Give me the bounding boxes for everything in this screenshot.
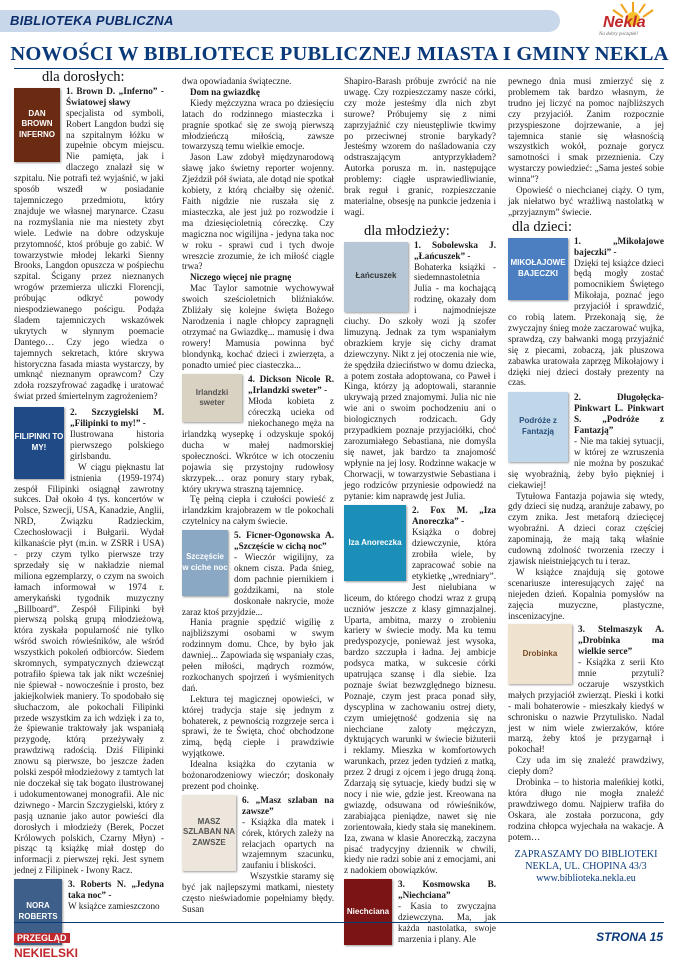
- section-heading-adults: dla dorosłych:: [42, 69, 125, 85]
- column-adults: [14, 70, 164, 948]
- book-description: specjalista od symboli, Robert Langdon budzi się na szpitalnym łóżku w zupełnie obcym miejscu. Nie pamięta, jak i dlaczego znalazł się w szpitalu. Nie potrafi też wyjaśnić, w jaki sposób wszedł w posiadanie tajemniczego przedmiotu, który znajduje we własnej marynarce. Czasu na rozmyślania nie ma niestety zbyt wiele. Ledwie na dobre odzyskuje przytomność, ktoś próbuje go zabić. W towarzystwie młodej lekarki Sienny Brooks, Langdon opuszcza w pośpiechu szpital. Ścigany przez nieznanych wrogów przemierza uliczki Florencji, próbując odkryć powody niespodziewanego pościgu. Podąża śladem tajemniczych wskazówek ukrytych w słynnym poemacie Dantego… Czy jego wiedza o tajemnych sekretach, które skrywa historyczna fasada miasta wystarczy, by umknąć nieznanym oprawcom? Czy zdoła rozszyfrować zagadkę i uratować świat przed śmiertelnym zagrożeniem?: [14, 107, 164, 402]
- invite-line: NEKLA, UL. CHOPINA 43/3: [525, 860, 647, 872]
- book-title: 6. „Masz szlaban na zawsze”: [242, 794, 334, 816]
- page-title: NOWOŚCI W BIBLIOTECE PUBLICZNEJ MIASTA I GMINY NEKLA: [10, 43, 669, 65]
- book-description: pewnego dnia musi zmierzyć się z problemem tak bardzo własnym, że trudno jej liczyć na pomoc najbliższych czy przyjaciół. Zanim rozpocznie przyspieszone dojrzewanie, a jej tajemnica stanie się własnością wszystkich wokół, poznaje gorycz samotności i smak przeznienia. Czy wystarczy powiedzieć: „Sama jesteś sobie winna”?: [508, 76, 664, 185]
- book-description: - Książka z serii Kto mnie przytuli? oczaruje wszystkich małych przyjaciół zwierząt. Pieski i kotki - mali bohaterowie - mieszkały kiedyś w schronisku o nazwie Przytulisko. Nadal jest w nim wiele zwierzaków, które marzą, żeby ktoś je przygarnął i pokochał!: [508, 657, 664, 755]
- book-title: 1. Brown D. „Inferno” - Światowej sławy: [66, 85, 164, 107]
- logo-name: Nekla: [603, 14, 646, 31]
- logo-tagline: Na dobry początek!: [599, 32, 639, 37]
- page-number: STRONA 15: [596, 930, 663, 944]
- book-description: Wszystkie staramy się być jak najlepszymi matkami, niestety często nieświadomie popełniamy błędy. Susan: [182, 871, 334, 914]
- book-cover-lancuszek: Łańcuszek: [344, 242, 408, 312]
- book-description: Idealna książka do czytania w bożonarodzeniowy wieczór; doskonały prezent pod choinkę.: [182, 759, 334, 791]
- book-description: W książce zamieszczono: [68, 900, 160, 911]
- book-cover-szlaban: MASZ SZLABAN NA ZAWSZE: [182, 795, 236, 871]
- book-description: - Wieczór wigilijny, za oknem cisza. Pada śnieg, dom pachnie piernikiem i goździkami, na stole doskonałe nakrycie, może zaraz ktoś przyjdzie...: [182, 551, 334, 617]
- page-header: [0, 0, 679, 40]
- book-title: 1. Sobolewska J. „Łańcuszek” -: [414, 239, 496, 261]
- nekla-logo: [593, 2, 663, 40]
- book-description: Książka o dobrej dziewczynie, która zrobiła wiele, by zapracować sobie na etykietkę „wredniary”. Jest nielubiana w liceum, do którego chodzi wraz z grupą uczniów jeszcze z klasy gimnazjalnej. Uparta, ambitna, marzy o zrobieniu kariery w świecie mody. Ma ku temu predyspozycje, ponieważ jest wysoka, bardzo szczupła i ładna. Jej ambicje podsyca matka, w sukcesie córki upatrująca szansę i dla siebie. Iza poznaje świat bezwzględnego biznesu. Poznaje, czym jest praca ponad siły, dyscyplina w zachowaniu ostrej diety, czym umiejętność godzenia się na niechciane zaloty mężczyzn, dyktujących warunki w świecie biżuterii i reklamy. Mieszka w komfortowych warunkach, przez jeden tydzień z matką, przez 2 drugi z ojcem i jego drugą żoną. Zdarzają się sytuacje, kiedy budzi się w nocy i nie wie, gdzie jest. Kreowana na gwiazdę, odsuwana od rówieśników, zarabiająca pieniądze, nawet się nie zorientowała, kiedy stała się manekinem. Iza, zwana w klasie Anoreczką, zaczyna pisać tradycyjny dziennik w chwili, kiedy nie radzi sobie ani z emocjami, ani z nadokiem obowiązków.: [344, 527, 496, 876]
- book-cover-szczescie: Szczęście w ciche noc: [182, 530, 228, 596]
- book-description: Młoda kobieta z córeczką ucieka od niekochanego męża na irlandzką wysepkę i odzyskuje spokój ducha w małej nadmorskiej społeczności. Wkrótce w ich otoczeniu pojawia się przystojny rudowłosy skrzypek… oraz ponury stary rybak, który ukrywa straszną tajemnicę.: [182, 396, 334, 494]
- logo-line-2: NEKIELSKI: [14, 946, 79, 960]
- book-cover-filipinki: FILIPINKI TO MY!: [14, 407, 64, 479]
- book-description: W ciągu pięknastu lat istnienia (1959-1974) zespół Filipinki osiągnął zawrotny sukces. Dał około 4 tys. koncertów w Polsce, Szwecji, USA, Kanadzie, Anglii, NRD, Związku Radzieckim, Czechosłowacji i Bułgarii. Wydał kilkanaście płyt (m.in. w ZSRR i USA) - przy czym tylko pierwsze trzy sprzedały się w nakładzie niemal miliona egzemplarzy, o czym na swoich łamach informował w 1974 r. amerykański tygodnik muzyczny „Billboard”. Zespół Filipinki był pierwszą polską grupą młodzieżową, która zyskała popularność nie tylko wśród swoich rówieśników, ale wśród wszystkich pokoleń odbiorców. Siedem skromnych, sympatycznych dziewcząt potrafiło śpiewa tak jak nikt wcześniej nie śpiewał - nowocześnie i prosto, bez jakiejkolwiek maniery. To spodobało się słuchaczom, ale pokochali Filipinki przede wszystkim za ich wdzięk i za to, że śpiewanie traktowały jak wspaniałą przygodę, którą przeżywały z prawdziwą radością. Dziś Filipinki znowu są pierwsze, bo jeszcze żaden polski zespół młodzieżowy z tamtych lat nie doczekał się tak bogato ilustrowanej i udokumentowanej monografii. Ale nic dziwnego - Marcin Szczygielski, który z pasją uznanie jako autor powieści dla dorosłych i młodzieży (Berek, Poczet Królowych polskich, Czarny Młyn) - pisząc tą książkę miał dostęp do informacji z pierwszej ręki. Jest synem jednej z Filipinek - Iwony Racz.: [14, 461, 164, 876]
- book-description: Hania pragnie spędzić wigilię z najbliższymi osobami w swym rodzinnym domu. Chce, by było jak dawniej... Zapowiada się wspaniały czas, pełen miłości, mądrych rozmów, rozkochanych spojrzeń i wyśmienitych dań.: [182, 617, 334, 693]
- book-description: Drobinka – to historia maleńkiej kotki, która długo nie mogła znaleźć prawdziwego domu. Najpierw trafiła do Oskara, ale została porzucona, gdy rodzina chłopca wyjechała na wakacje. A potem…: [508, 777, 664, 842]
- library-invitation: [508, 849, 664, 885]
- section-title: BIBLIOTEKA PUBLICZNA: [10, 13, 174, 28]
- book-description: Lektura tej magicznej opowieści, w której tradycja staje się jednym z bohaterek, z pewnością rozgrzeje serca i sprawi, że te Święta, choć obchodzone zimą, będą ciepłe i prawdziwie wyjątkowe.: [182, 693, 334, 759]
- column-adults-2: [182, 76, 334, 915]
- book-cover-niechciana: Niechciana: [344, 879, 392, 945]
- book-title: 2. Szczygielski M. „Filipinki to my!” -: [70, 407, 164, 429]
- book-description: Tytułowa Fantazja pojawia się wtedy, gdy dzieci się nudzą, aranżuje zabawy, po czym znika. Jest metaforą dziecięcej wyobraźni. A dzieci coraz częściej zapominają, że mają taką właśnie cudowną zdolność tworzenia rzeczy i zjawisk nieistniejących tu i teraz.: [508, 490, 664, 566]
- book-title: 3. Stelmaszyk A. „Drobinka ma wielkie serce”: [578, 624, 664, 657]
- section-heading-youth: dla młodzieży:: [364, 222, 450, 239]
- book-description: Bohaterka książki - siedemnastoletnia Julia - ma kochającą rodzinę, okazały dom i najmodniejsze ciuchy. Do szkoły wozi ją szofer limuzyną. Jednak za tym wspaniałym obrazkiem kryje się cichy dramat dziewczyny. Nikt z jej otoczenia nie wie, że spędziła dzieciństwo w domu dziecka, a potem została adoptowana, co Paweł i Kinga, którzy ją adoptowali, starannie ukrywają przed znajomymi. Julia nic nie wie ani o swoim pochodzeniu ani o biologicznych rodzicach. Gdy przypadkiem poznaje przyjaciółki, choć zarozumiałego Sebastiana, nie domyśla się nawet, jak bardzo ta znajomość wpłynie na jej losy. Rodzinne wakacje w Chorwacji, w towarzystwie Sebastiana i jego rodziców przyniesie odpowiedź na pytanie: kim naprawdę jest Julia.: [344, 261, 496, 501]
- story-text: Jason Law zdobył międzynarodową sławę jako świetny reporter wojenny. Zjeździł pół świata, ale dotąd nie spotkał kobiety, z którą chciałby się ożenić. Faith nigdzie nie ruszała się z miasteczka, ale jest już po rozwodzie i ma dziesięcioletnią córeczkę. Czy magiczna noc wigilijna - jedyna taka noc w roku - sprawi cud i tych dwoje wreszcie zrozumie, że ich miłość ciągle trwa?: [182, 152, 334, 272]
- book-description: Dzięki tej książce dzieci będą mogły zostać pomocnikiem Świętego Mikołaja, poznać jego przyjaciół i sprawdzić, co robią latem. Przekonają się, że zwyczajny śnieg może zaczarować wujka, sprawdzą, czy bałwanki mogą przyjaźnić się z piecami, zobaczą, jak pluszowa zabawka uratowała zaprzęg Mikołajowy i dzięki niej dzieci dostały prezenty na czas.: [508, 257, 664, 388]
- book-cover-anoreczka: Iza Anoreczka: [344, 505, 406, 581]
- book-cover-mikolajowe: MIKOŁAJOWE BAJECZKI: [508, 238, 568, 300]
- book-description: - Kasia to zwyczajna dziewczyna. Ma, jak każda nastolatka, swoje marzenia i plany. Ale: [398, 901, 496, 944]
- book-description: - Nie ma takiej sytuacji, w której ze wzruszenia nie można by poszukać się wyobraźnią, żeby było piękniej i ciekawiej!: [508, 436, 664, 490]
- library-website-link[interactable]: www.biblioteka.nekla.eu: [536, 872, 636, 884]
- section-heading-kids: dla dzieci:: [512, 218, 572, 235]
- book-title: 2. Fox M. „Iza Anoreczka” -: [412, 505, 496, 527]
- book-title: 3. Roberts N. „Jedyna taka noc” -: [68, 879, 164, 901]
- book-description: Ilustrowana historia pierwszego polskiego girlsbandu.: [70, 429, 164, 461]
- book-title: 1. „Mikołajowe bajeczki” -: [574, 235, 664, 257]
- story-text: Kiedy mężczyzna wraca po dziesięciu latach do rodzinnego miasteczka i pragnie spotkać się ze swoją pierwszą młodzieńczą miłością, zawsze towarzyszą temu wielkie emocje.: [182, 97, 334, 152]
- column-youth: [344, 76, 496, 948]
- column-kids: [508, 76, 664, 885]
- book-description: W książce znajdują się gotowe scenariusze interesujących zajęć na niejeden dzień. Kopalnia pomysłów na zajęcia muzyczne, plastyczne, inscenizacyjne.: [508, 566, 664, 621]
- book-title: 4. Dickson Nicole R. „Irlandzki sweter” -: [248, 374, 334, 396]
- book-description: Czy uda im się znaleźć prawdziwy, ciepły dom?: [508, 755, 664, 777]
- book-cover-sweter: Irlandzki sweter: [182, 374, 242, 422]
- book-title: 3. Kosmowska B. „Niechciana”: [398, 879, 496, 901]
- book-description: - Książka dla matek i córek, których zależy na relacjach opartych na wzajemnym szacunku, zaufaniu i bliskości.: [242, 816, 334, 871]
- book-cover-drobinka: Drobinka: [508, 624, 572, 684]
- book-title: 2. Długołęcka-Pinkwart L. Pinkwart S. „Podróże z Fantazją”: [574, 392, 664, 436]
- book-cover-inferno: DAN BROWN INFERNO: [14, 88, 60, 162]
- book-description: Opowieść o niechcianej ciąży. O tym, jak niełatwo być wrażliwą nastolatką w „przyjaznym” świecie.: [508, 185, 664, 217]
- magazine-logo: [14, 928, 78, 960]
- book-description: Tę pełną ciepła i czułości powieść z irlandzkim krajobrazem w tle pokochali czytelnicy na całym świecie.: [182, 494, 334, 527]
- story-text: Mac Taylor samotnie wychowywał swoich sześcioletnich bliźniaków. Zbliżały się kolejne święta Bożego Narodzenia i nagle chłopcy zapragnęli otrzymać na Gwiazdkę... mamusię i dwa rowery! Mamusia powinna być blondynką, kochać dzieci i zwierzęta, a ponadto umieć piec ciasteczka...: [182, 283, 334, 370]
- invite-line: ZAPRASZAMY DO BIBLIOTEKI: [514, 848, 658, 860]
- footer-rule: [14, 922, 664, 923]
- story-title: Niczego więcej nie pragnę: [190, 272, 292, 283]
- book-cover-roberts: NORA ROBERTS: [14, 879, 62, 945]
- logo-line-1: PRZEGLĄD: [14, 933, 70, 943]
- book-cover-fantazja: Podróże z Fantazją: [508, 392, 568, 462]
- book-title: 5. Ficner-Ogonowska A. „Szczęście w cichą noc”: [234, 530, 334, 552]
- story-title: Dom na gwiazdkę: [190, 86, 260, 97]
- book-description: Shapiro-Barash próbuje zwrócić na nie uwagę. Czy rozpieszczamy nasze córki, czy może jesteśmy dla nich zbyt surowe? Próbujemy się z nimi zaprzyjaźnić czy nieustępliwie tkwimy po przeciwnej stronie barykady? Jesteśmy wzorem do naśladowania czy odstraszającym antyprzykładem? Autorka porusza m. in. następujące problemy: ciągłe usprawiedliwianie, brak reguł i granic, rozpieszczanie materialne, obsesję na punkcie jedzenia i wagi.: [344, 76, 496, 217]
- lead-text: dwa opowiadania świąteczne.: [182, 76, 292, 86]
